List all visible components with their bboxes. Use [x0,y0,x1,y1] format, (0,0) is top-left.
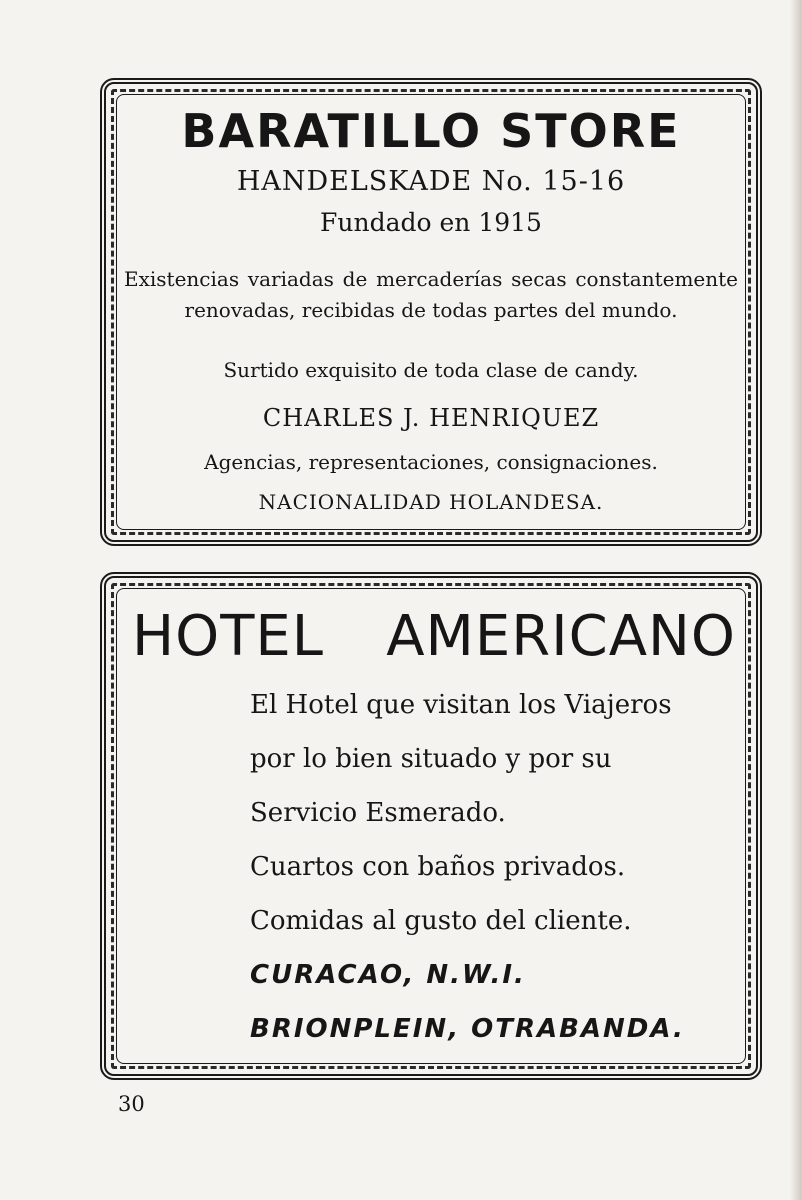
hotel-description [250,678,738,1056]
hotel-line: por lo bien situado y por su [250,744,612,774]
hotel-americano-ad [100,572,762,1080]
page-number: 30 [118,1092,145,1116]
title-word-hotel: HOTEL [132,604,324,669]
page-edge-shadow [790,0,802,1200]
owner-name: CHARLES J. HENRIQUEZ [262,404,600,432]
hotel-line: Comidas al gusto del cliente. [250,906,632,936]
store-description: Existencias variadas de mercaderías secas constantemente renovadas, recibidas de todas partes del mundo. [124,267,738,322]
store-address: HANDELSKADE No. 15-16 [236,166,626,197]
ad-title [132,604,736,669]
hotel-line: Servicio Esmerado. [250,798,506,828]
ad-title: BARATILLO STORE [181,104,681,158]
title-word-americano: AMERICANO [386,604,736,669]
nationality-text: NACIONALIDAD HOLANDESA. [258,490,604,514]
hotel-line: El Hotel que visitan los Viajeros [250,690,672,720]
baratillo-store-ad [100,78,762,546]
hotel-location: CURACAO, N.W.I. [250,960,526,990]
hotel-address: BRIONPLEIN, OTRABANDA. [250,1014,685,1044]
hotel-line: Cuartos con baños privados. [250,852,626,882]
services-text: Agencias, representaciones, consignaciones. [204,450,658,474]
founded-year: Fundado en 1915 [320,208,542,237]
assortment-text: Surtido exquisito de toda clase de candy. [223,358,639,382]
